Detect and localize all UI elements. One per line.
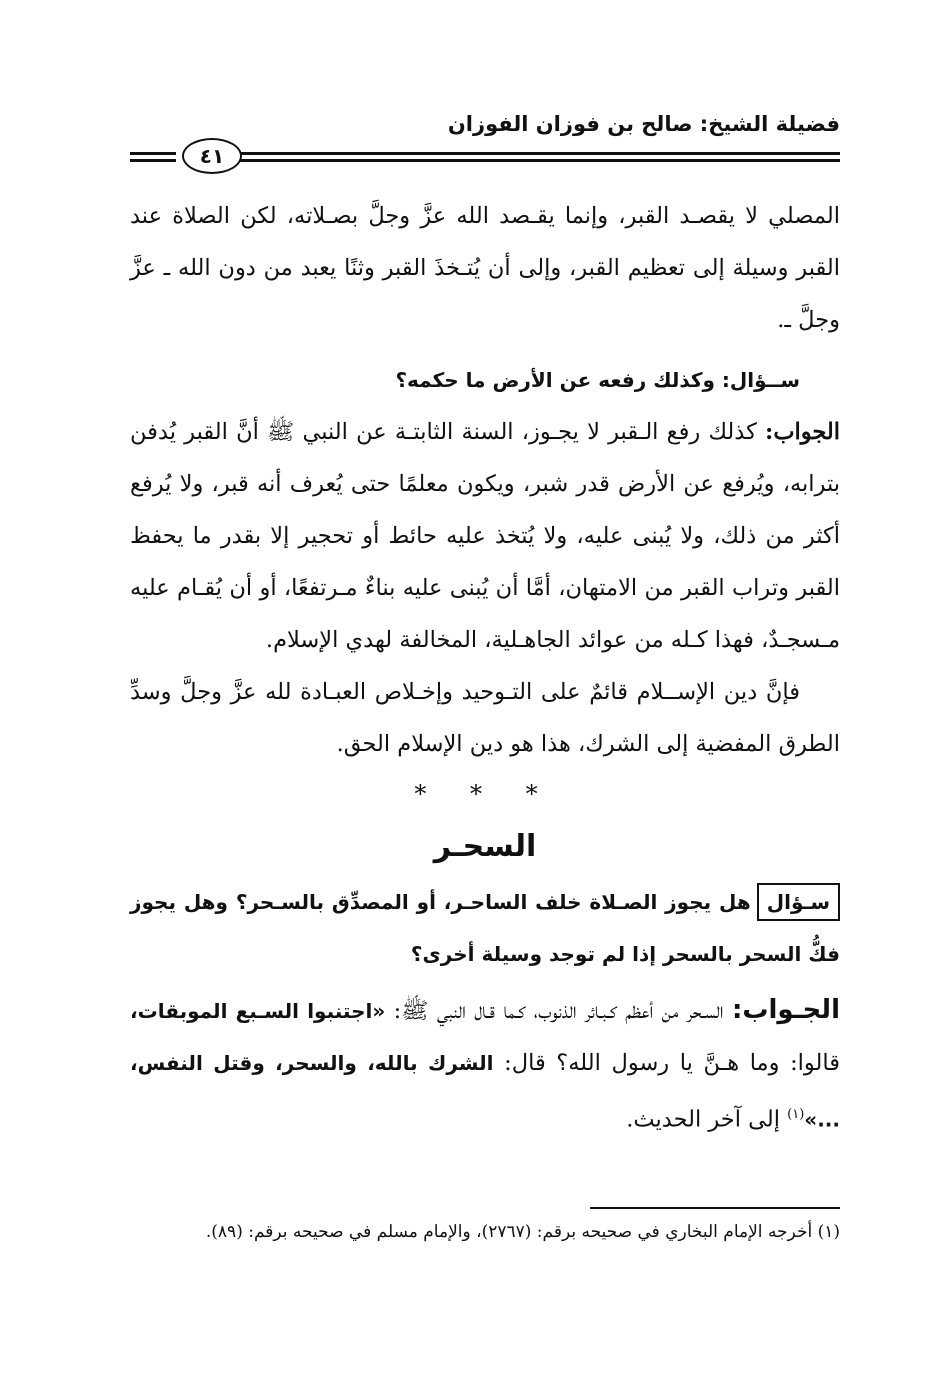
question-2-text: هل يجوز الصـلاة خلف الساحـر، أو المصدِّق بالسـحر؟ وهل يجوز فكُّ السحر بالسحر إذا لم توجد وسيلة أخرى؟ (130, 890, 840, 966)
header-rule-short (130, 152, 176, 155)
question-1 (130, 354, 840, 406)
separator-stars: * * * (414, 780, 556, 808)
question-2-label: سـؤال (757, 883, 840, 921)
section-title: السحـر (433, 829, 537, 864)
answer-2-text-3: إلى آخر الحديث. (626, 1106, 780, 1133)
answer-2-lead: الجـواب: (731, 995, 840, 1025)
footnote: (١) أخرجه الإمام البخاري في صحيحه برقم: (٢٧٦٧)، والإمام مسلم في صحيحه برقم: (٨٩). (205, 1222, 840, 1242)
answer-2 (130, 984, 840, 1146)
page-number: ٤١ (182, 138, 242, 174)
answer-2-text-2: قالوا: وما هـنَّ يا رسول الله؟ قال: (504, 1050, 840, 1076)
body-text (130, 190, 840, 1146)
paragraph-1: المصلي لا يقصـد القبر، وإنما يقـصد الله عزَّ وجلَّ بصـلاته، لكن الصلاة عند القبر وسيلة إلى تعظيم القبر، وإلى أن يُتـخذَ القبر وثنًا يعبد من دون الله ـ عزَّ وجلَّ ـ. (130, 203, 840, 333)
answer-2-hadith: الشرك بالله، والسحر، وقتل النفس، ...» (130, 1051, 840, 1132)
page (130, 0, 840, 1385)
answer-1-lead: الجواب: (765, 419, 841, 445)
paragraph-2: فإنَّ دين الإســلام قائمٌ على التـوحيد وإخـلاص العبـادة لله عزَّ وجلَّ وسدِّ الطرق المفضية إلى الشرك، هذا هو دين الإسلام الحق. (130, 679, 840, 757)
page-header (130, 108, 840, 178)
answer-1-text: كذلك رفع الـقبر لا يجـوز، السنة الثابتـة عن النبي ﷺ أنَّ القبر يُدفن بترابه، ويُرفع عن الأرض قدر شبر، ويكون معلمًا حتى يُعرف أنه قبر، ولا يُرفع أكثر من ذلك، ولا يُبنى عليه، ولا يُتخذ عليه حائط أو تحجير إلا بقدر ما يحفظ القبر وتراب القبر من الامتهان، أمَّا أن يُبنى عليه بناءٌ مـرتفعًا، أو أن يُقـام عليه مـسجـدٌ، فهذا كـله من عوائد الجاهـلية، المخالفة لهدي الإسلام. (130, 419, 840, 653)
running-title: فضيلة الشيخ: صالح بن فوزان الفوزان (447, 112, 840, 136)
question-2 (130, 876, 840, 980)
footnote-rule (590, 1207, 840, 1209)
question-1-text: ســؤال: وكذلك رفعه عن الأرض ما حكمه؟ (395, 368, 800, 392)
answer-2-hadith-open: «اجتنبوا السـبع الموبقات، (130, 999, 386, 1023)
answer-1 (130, 406, 840, 666)
answer-2-text-1: السـحر من أعظم كـبـائر الذنوب، كـما قـال النبي ﷺ: (393, 998, 724, 1024)
header-rule (240, 152, 840, 155)
footnote-reference[interactable]: (١) (787, 1107, 805, 1122)
